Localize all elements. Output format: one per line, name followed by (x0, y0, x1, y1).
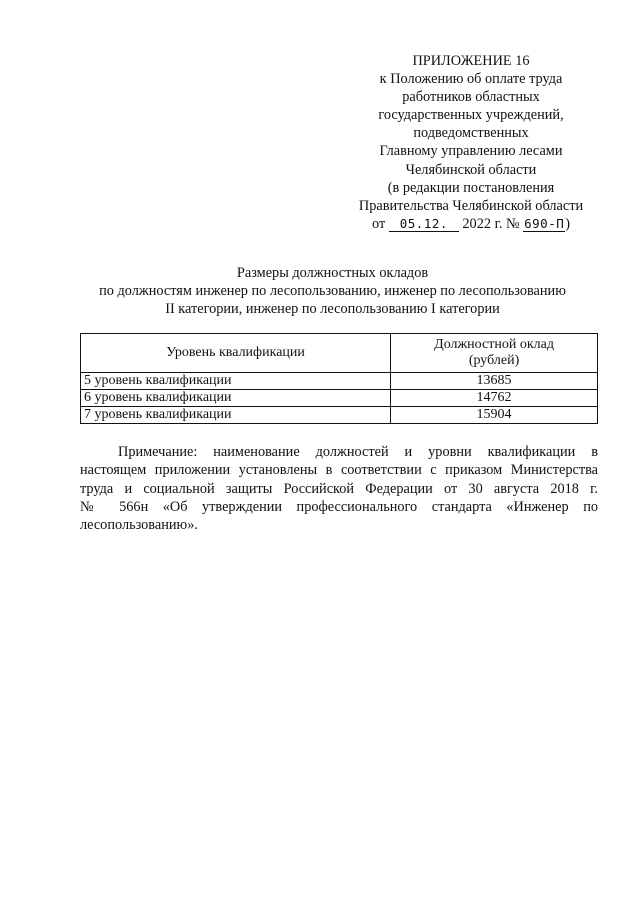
note-line: Примечание: наименование должностей и уровни квалификации в (118, 444, 598, 460)
table-row (81, 390, 598, 407)
row-level: 7 уровень квалификации (81, 407, 391, 424)
row-amount: 13685 (391, 373, 598, 390)
row-level: 6 уровень квалификации (81, 390, 391, 407)
note-line: труда и социальной защиты Российской Федерации от 30 августа 2018 г. (80, 480, 598, 497)
resolution-number: 690-П (524, 215, 565, 231)
appendix-line: государственных учреждений, (378, 107, 564, 124)
appendix-line: к Положению об оплате труда (379, 71, 563, 88)
appendix-header (340, 52, 602, 233)
appendix-line: работников областных (402, 89, 540, 106)
document-title (60, 264, 605, 318)
header-salary (391, 334, 598, 373)
note-line: настоящем приложении установлены в соответствии с приказом Министерства (80, 462, 598, 479)
appendix-line: (в редакции постановления (387, 179, 555, 196)
date-suffix: ) (565, 215, 570, 232)
row-amount: 14762 (391, 390, 598, 407)
row-level: 5 уровень квалификации (81, 373, 391, 390)
resolution-year: 2022 г. № (462, 215, 520, 232)
row-amount: 15904 (391, 407, 598, 424)
table-header-row (81, 334, 598, 373)
salary-table (80, 333, 598, 424)
note-paragraph (80, 443, 598, 534)
appendix-line: Главному управлению лесами (379, 143, 563, 160)
title-line: II категории, инженер по лесопользованию I категории (165, 301, 500, 317)
title-line: по должностям инженер по лесопользованию, инженер по лесопользованию (99, 283, 566, 299)
header-salary-title: Должностной оклад (434, 337, 554, 352)
appendix-line: Челябинской области (405, 161, 537, 178)
note-line: лесопользованию». (80, 517, 198, 534)
appendix-line: Правительства Челябинской области (358, 197, 584, 214)
note-line: № 566н «Об утверждении профессионального стандарта «Инженер по (80, 498, 598, 515)
date-prefix: от (372, 215, 386, 232)
appendix-line: подведомственных (413, 125, 529, 142)
resolution-date: 05.12. (389, 217, 459, 232)
table-row (81, 373, 598, 390)
title-line: Размеры должностных окладов (236, 265, 429, 281)
header-salary-unit: (рублей) (468, 353, 520, 368)
resolution-date-line (340, 215, 602, 233)
appendix-line: ПРИЛОЖЕНИЕ 16 (412, 53, 530, 69)
table-row (81, 407, 598, 424)
header-level: Уровень квалификации (81, 334, 391, 373)
